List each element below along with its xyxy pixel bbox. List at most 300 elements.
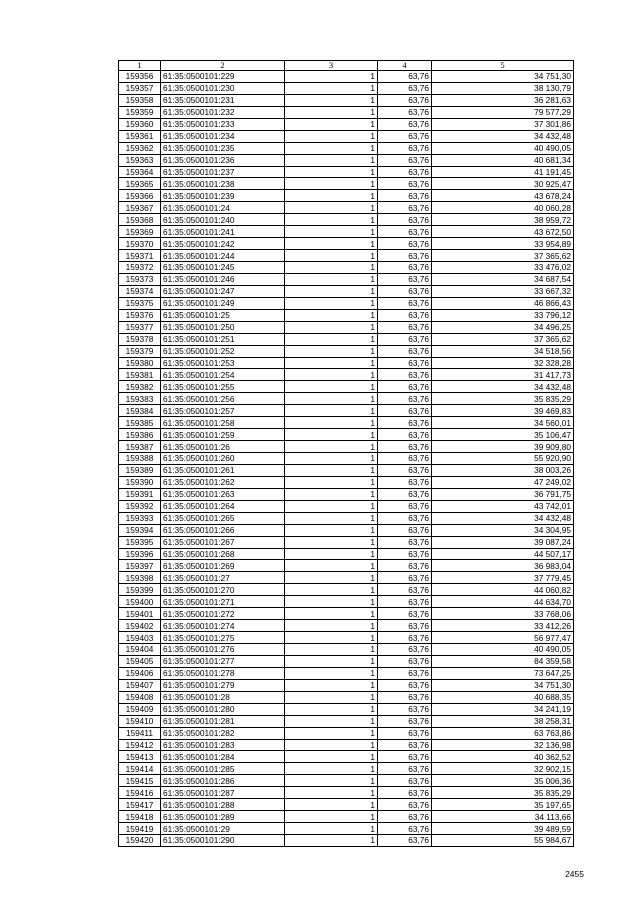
table-row xyxy=(119,775,574,787)
table-cell: 63,76 xyxy=(378,655,432,667)
table-cell: 159393 xyxy=(119,512,161,524)
table-cell: 1 xyxy=(285,71,378,83)
table-cell: 159403 xyxy=(119,632,161,644)
table-cell: 1 xyxy=(285,835,378,847)
table-cell: 63,76 xyxy=(378,763,432,775)
table-cell: 33 796,12 xyxy=(432,309,574,321)
table-cell: 159395 xyxy=(119,536,161,548)
table-cell: 61:35:0500101:268 xyxy=(161,548,285,560)
table-row xyxy=(119,703,574,715)
table-cell: 63,76 xyxy=(378,273,432,285)
table-cell: 39 909,80 xyxy=(432,441,574,453)
table-cell: 34 304,95 xyxy=(432,524,574,536)
column-header: 3 xyxy=(285,61,378,71)
table-cell: 40 681,34 xyxy=(432,154,574,166)
table-cell: 159382 xyxy=(119,381,161,393)
table-cell: 61:35:0500101:254 xyxy=(161,369,285,381)
table-row xyxy=(119,190,574,202)
header-row xyxy=(119,61,574,71)
table-cell: 1 xyxy=(285,190,378,202)
table-cell: 63,76 xyxy=(378,775,432,787)
table-cell: 35 006,36 xyxy=(432,775,574,787)
table-cell: 1 xyxy=(285,811,378,823)
table-cell: 159416 xyxy=(119,787,161,799)
table-cell: 63,76 xyxy=(378,285,432,297)
table-cell: 63,76 xyxy=(378,71,432,83)
table-cell: 63,76 xyxy=(378,476,432,488)
table-row xyxy=(119,835,574,847)
table-cell: 61:35:0500101:232 xyxy=(161,106,285,118)
table-cell: 159368 xyxy=(119,214,161,226)
table-cell: 61:35:0500101:262 xyxy=(161,476,285,488)
table-cell: 61:35:0500101:271 xyxy=(161,596,285,608)
table-cell: 63,76 xyxy=(378,297,432,309)
table-cell: 159415 xyxy=(119,775,161,787)
table-cell: 63,76 xyxy=(378,799,432,811)
table-cell: 34 687,54 xyxy=(432,273,574,285)
table-cell: 1 xyxy=(285,739,378,751)
table-cell: 44 060,82 xyxy=(432,584,574,596)
table-cell: 63,76 xyxy=(378,727,432,739)
table-cell: 1 xyxy=(285,118,378,130)
table-cell: 61:35:0500101:274 xyxy=(161,620,285,632)
table-row xyxy=(119,572,574,584)
table-cell: 43 742,01 xyxy=(432,500,574,512)
table-cell: 61:35:0500101:286 xyxy=(161,775,285,787)
table-cell: 61:35:0500101:259 xyxy=(161,429,285,441)
table-cell: 61:35:0500101:279 xyxy=(161,679,285,691)
table-cell: 63,76 xyxy=(378,417,432,429)
table-cell: 61:35:0500101:229 xyxy=(161,71,285,83)
table-row xyxy=(119,500,574,512)
table-row xyxy=(119,166,574,178)
table-cell: 1 xyxy=(285,309,378,321)
table-cell: 61:35:0500101:257 xyxy=(161,405,285,417)
table-cell: 61:35:0500101:255 xyxy=(161,381,285,393)
table-row xyxy=(119,297,574,309)
table-cell: 61:35:0500101:265 xyxy=(161,512,285,524)
table-cell: 159394 xyxy=(119,524,161,536)
table-cell: 32 136,98 xyxy=(432,739,574,751)
table-cell: 63,76 xyxy=(378,524,432,536)
table-cell: 35 106,47 xyxy=(432,429,574,441)
table-row xyxy=(119,524,574,536)
table-cell: 61:35:0500101:281 xyxy=(161,715,285,727)
table-cell: 1 xyxy=(285,321,378,333)
table-cell: 61:35:0500101:246 xyxy=(161,273,285,285)
table-cell: 1 xyxy=(285,106,378,118)
table-cell: 159391 xyxy=(119,488,161,500)
table-cell: 63,76 xyxy=(378,357,432,369)
table-cell: 1 xyxy=(285,214,378,226)
table-cell: 1 xyxy=(285,799,378,811)
table-cell: 159404 xyxy=(119,644,161,656)
table-cell: 61:35:0500101:240 xyxy=(161,214,285,226)
table-cell: 61:35:0500101:280 xyxy=(161,703,285,715)
table-cell: 1 xyxy=(285,285,378,297)
table-cell: 63,76 xyxy=(378,667,432,679)
table-cell: 61:35:0500101:247 xyxy=(161,285,285,297)
table-cell: 1 xyxy=(285,130,378,142)
table-cell: 63,76 xyxy=(378,584,432,596)
table-cell: 61:35:0500101:261 xyxy=(161,464,285,476)
table-cell: 61:35:0500101:282 xyxy=(161,727,285,739)
table-cell: 1 xyxy=(285,691,378,703)
table-cell: 1 xyxy=(285,715,378,727)
table-cell: 63,76 xyxy=(378,560,432,572)
table-cell: 63,76 xyxy=(378,488,432,500)
table-cell: 33 768,06 xyxy=(432,608,574,620)
table-cell: 63,76 xyxy=(378,106,432,118)
table-cell: 1 xyxy=(285,142,378,154)
table-cell: 1 xyxy=(285,464,378,476)
table-cell: 63,76 xyxy=(378,202,432,214)
table-cell: 159414 xyxy=(119,763,161,775)
table-cell: 1 xyxy=(285,620,378,632)
table-cell: 63,76 xyxy=(378,739,432,751)
table-cell: 61:35:0500101:235 xyxy=(161,142,285,154)
table-row xyxy=(119,620,574,632)
table-cell: 1 xyxy=(285,333,378,345)
table-cell: 34 496,25 xyxy=(432,321,574,333)
table-cell: 40 490,05 xyxy=(432,142,574,154)
table-cell: 1 xyxy=(285,536,378,548)
table-cell: 159377 xyxy=(119,321,161,333)
table-row xyxy=(119,632,574,644)
table-cell: 55 920,90 xyxy=(432,453,574,465)
table-row xyxy=(119,441,574,453)
table-body xyxy=(119,71,574,847)
table-cell: 34 113,66 xyxy=(432,811,574,823)
table-cell: 37 365,62 xyxy=(432,250,574,262)
table-cell: 34 518,56 xyxy=(432,345,574,357)
table-cell: 159402 xyxy=(119,620,161,632)
table-row xyxy=(119,512,574,524)
table-row xyxy=(119,811,574,823)
table-cell: 159369 xyxy=(119,226,161,238)
table-cell: 36 791,75 xyxy=(432,488,574,500)
table-cell: 61:35:0500101:242 xyxy=(161,238,285,250)
table-cell: 159420 xyxy=(119,835,161,847)
table-cell: 37 301,86 xyxy=(432,118,574,130)
table-cell: 159400 xyxy=(119,596,161,608)
table-cell: 1 xyxy=(285,644,378,656)
table-cell: 61:35:0500101:231 xyxy=(161,94,285,106)
table-cell: 63,76 xyxy=(378,369,432,381)
table-cell: 159363 xyxy=(119,154,161,166)
table-cell: 61:35:0500101:285 xyxy=(161,763,285,775)
table-cell: 159405 xyxy=(119,655,161,667)
table-cell: 61:35:0500101:252 xyxy=(161,345,285,357)
table-cell: 1 xyxy=(285,476,378,488)
table-cell: 63,76 xyxy=(378,214,432,226)
table-cell: 1 xyxy=(285,250,378,262)
table-cell: 1 xyxy=(285,154,378,166)
table-row xyxy=(119,644,574,656)
table-cell: 159362 xyxy=(119,142,161,154)
table-cell: 63,76 xyxy=(378,405,432,417)
table-cell: 1 xyxy=(285,560,378,572)
table-cell: 61:35:0500101:239 xyxy=(161,190,285,202)
table-cell: 61:35:0500101:253 xyxy=(161,357,285,369)
table-cell: 1 xyxy=(285,297,378,309)
table-cell: 159357 xyxy=(119,82,161,94)
table-cell: 61:35:0500101:275 xyxy=(161,632,285,644)
page-number: 2455 xyxy=(565,869,584,879)
table-cell: 1 xyxy=(285,787,378,799)
table-cell: 63,76 xyxy=(378,608,432,620)
table-cell: 61:35:0500101:26 xyxy=(161,441,285,453)
table-row xyxy=(119,691,574,703)
table-cell: 159390 xyxy=(119,476,161,488)
table-row xyxy=(119,751,574,763)
table-cell: 63,76 xyxy=(378,226,432,238)
table-row xyxy=(119,345,574,357)
table-cell: 1 xyxy=(285,273,378,285)
table-row xyxy=(119,285,574,297)
table-row xyxy=(119,596,574,608)
table-cell: 63,76 xyxy=(378,345,432,357)
table-row xyxy=(119,417,574,429)
table-cell: 44 507,17 xyxy=(432,548,574,560)
table-cell: 159386 xyxy=(119,429,161,441)
table-cell: 159384 xyxy=(119,405,161,417)
table-cell: 63,76 xyxy=(378,811,432,823)
table-cell: 1 xyxy=(285,679,378,691)
table-cell: 36 983,04 xyxy=(432,560,574,572)
table-cell: 1 xyxy=(285,429,378,441)
table-row xyxy=(119,250,574,262)
table-row xyxy=(119,381,574,393)
table-row xyxy=(119,823,574,835)
table-cell: 61:35:0500101:249 xyxy=(161,297,285,309)
table-cell: 1 xyxy=(285,417,378,429)
table-cell: 159364 xyxy=(119,166,161,178)
table-cell: 63,76 xyxy=(378,429,432,441)
column-header: 5 xyxy=(432,61,574,71)
table-cell: 61:35:0500101:272 xyxy=(161,608,285,620)
table-cell: 1 xyxy=(285,82,378,94)
table-cell: 61:35:0500101:238 xyxy=(161,178,285,190)
table-cell: 61:35:0500101:278 xyxy=(161,667,285,679)
table-cell: 1 xyxy=(285,202,378,214)
table-cell: 1 xyxy=(285,751,378,763)
table-cell: 34 560,01 xyxy=(432,417,574,429)
table-cell: 61:35:0500101:244 xyxy=(161,250,285,262)
table-row xyxy=(119,679,574,691)
table-row xyxy=(119,214,574,226)
table-cell: 37 365,62 xyxy=(432,333,574,345)
table-row xyxy=(119,536,574,548)
table-cell: 34 432,48 xyxy=(432,130,574,142)
table-cell: 63,76 xyxy=(378,751,432,763)
table-cell: 61:35:0500101:230 xyxy=(161,82,285,94)
table-row xyxy=(119,548,574,560)
table-cell: 32 902,15 xyxy=(432,763,574,775)
column-header: 2 xyxy=(161,61,285,71)
table-cell: 159413 xyxy=(119,751,161,763)
table-cell: 1 xyxy=(285,178,378,190)
table-cell: 35 835,29 xyxy=(432,393,574,405)
table-cell: 159376 xyxy=(119,309,161,321)
table-row xyxy=(119,154,574,166)
table-cell: 159407 xyxy=(119,679,161,691)
table-cell: 32 328,28 xyxy=(432,357,574,369)
table-cell: 1 xyxy=(285,727,378,739)
table-cell: 1 xyxy=(285,453,378,465)
table-cell: 159406 xyxy=(119,667,161,679)
table-row xyxy=(119,464,574,476)
table-cell: 1 xyxy=(285,166,378,178)
table-row xyxy=(119,238,574,250)
table-cell: 63,76 xyxy=(378,381,432,393)
table-cell: 61:35:0500101:266 xyxy=(161,524,285,536)
table-cell: 1 xyxy=(285,632,378,644)
table-cell: 1 xyxy=(285,667,378,679)
table-cell: 159385 xyxy=(119,417,161,429)
table-cell: 61:35:0500101:233 xyxy=(161,118,285,130)
table-cell: 159387 xyxy=(119,441,161,453)
table-cell: 63,76 xyxy=(378,154,432,166)
table-cell: 159378 xyxy=(119,333,161,345)
table-cell: 40 362,52 xyxy=(432,751,574,763)
table-cell: 63,76 xyxy=(378,441,432,453)
table-row xyxy=(119,333,574,345)
table-cell: 159388 xyxy=(119,453,161,465)
table-cell: 39 469,83 xyxy=(432,405,574,417)
table-row xyxy=(119,202,574,214)
table-row xyxy=(119,763,574,775)
table-cell: 34 432,48 xyxy=(432,512,574,524)
table-cell: 56 977,47 xyxy=(432,632,574,644)
table-cell: 159370 xyxy=(119,238,161,250)
table-cell: 41 191,45 xyxy=(432,166,574,178)
column-header: 4 xyxy=(378,61,432,71)
table-cell: 61:35:0500101:267 xyxy=(161,536,285,548)
table-cell: 61:35:0500101:251 xyxy=(161,333,285,345)
table-cell: 1 xyxy=(285,238,378,250)
table-row xyxy=(119,727,574,739)
table-cell: 63,76 xyxy=(378,142,432,154)
table-row xyxy=(119,118,574,130)
table-cell: 63,76 xyxy=(378,130,432,142)
table-cell: 34 241,19 xyxy=(432,703,574,715)
table-cell: 35 197,65 xyxy=(432,799,574,811)
table-cell: 159411 xyxy=(119,727,161,739)
table-cell: 63,76 xyxy=(378,572,432,584)
table-cell: 1 xyxy=(285,775,378,787)
table-cell: 33 954,89 xyxy=(432,238,574,250)
table-cell: 159372 xyxy=(119,262,161,274)
table-cell: 61:35:0500101:288 xyxy=(161,799,285,811)
table-row xyxy=(119,655,574,667)
table-cell: 63,76 xyxy=(378,333,432,345)
table-cell: 159379 xyxy=(119,345,161,357)
table-cell: 61:35:0500101:283 xyxy=(161,739,285,751)
table-cell: 34 432,48 xyxy=(432,381,574,393)
table-row xyxy=(119,787,574,799)
table-cell: 79 577,29 xyxy=(432,106,574,118)
table-cell: 47 249,02 xyxy=(432,476,574,488)
table-row xyxy=(119,273,574,285)
table-cell: 159361 xyxy=(119,130,161,142)
table-cell: 63,76 xyxy=(378,166,432,178)
table-cell: 63,76 xyxy=(378,464,432,476)
table-cell: 159409 xyxy=(119,703,161,715)
table-row xyxy=(119,262,574,274)
table-cell: 39 489,59 xyxy=(432,823,574,835)
table-cell: 159412 xyxy=(119,739,161,751)
table-cell: 159419 xyxy=(119,823,161,835)
table-row xyxy=(119,130,574,142)
table-cell: 61:35:0500101:236 xyxy=(161,154,285,166)
table-cell: 38 130,79 xyxy=(432,82,574,94)
table-cell: 63 763,86 xyxy=(432,727,574,739)
table-cell: 63,76 xyxy=(378,835,432,847)
table-cell: 159418 xyxy=(119,811,161,823)
table-cell: 55 984,67 xyxy=(432,835,574,847)
table-cell: 61:35:0500101:241 xyxy=(161,226,285,238)
table-cell: 61:35:0500101:29 xyxy=(161,823,285,835)
table-cell: 159380 xyxy=(119,357,161,369)
table-cell: 63,76 xyxy=(378,309,432,321)
table-cell: 1 xyxy=(285,548,378,560)
table-row xyxy=(119,106,574,118)
table-cell: 38 258,31 xyxy=(432,715,574,727)
table-cell: 159408 xyxy=(119,691,161,703)
table-cell: 63,76 xyxy=(378,715,432,727)
table-cell: 63,76 xyxy=(378,679,432,691)
table-cell: 159365 xyxy=(119,178,161,190)
table-cell: 159358 xyxy=(119,94,161,106)
table-cell: 37 779,45 xyxy=(432,572,574,584)
table-cell: 36 281,63 xyxy=(432,94,574,106)
table-cell: 1 xyxy=(285,608,378,620)
table-cell: 33 412,26 xyxy=(432,620,574,632)
table-row xyxy=(119,405,574,417)
table-cell: 61:35:0500101:25 xyxy=(161,309,285,321)
table-cell: 63,76 xyxy=(378,512,432,524)
table-row xyxy=(119,321,574,333)
table-row xyxy=(119,667,574,679)
table-cell: 61:35:0500101:24 xyxy=(161,202,285,214)
table-row xyxy=(119,739,574,751)
table-cell: 1 xyxy=(285,262,378,274)
table-cell: 159366 xyxy=(119,190,161,202)
table-row xyxy=(119,608,574,620)
table-cell: 61:35:0500101:258 xyxy=(161,417,285,429)
table-cell: 159396 xyxy=(119,548,161,560)
table-cell: 159417 xyxy=(119,799,161,811)
table-cell: 159397 xyxy=(119,560,161,572)
table-cell: 1 xyxy=(285,655,378,667)
table-cell: 63,76 xyxy=(378,118,432,130)
table-cell: 159381 xyxy=(119,369,161,381)
table-cell: 61:35:0500101:277 xyxy=(161,655,285,667)
table-cell: 46 866,43 xyxy=(432,297,574,309)
table-cell: 63,76 xyxy=(378,250,432,262)
table-row xyxy=(119,369,574,381)
table-cell: 63,76 xyxy=(378,190,432,202)
table-cell: 31 417,73 xyxy=(432,369,574,381)
table-cell: 1 xyxy=(285,357,378,369)
table-cell: 63,76 xyxy=(378,238,432,250)
table-cell: 40 490,05 xyxy=(432,644,574,656)
table-row xyxy=(119,357,574,369)
table-row xyxy=(119,309,574,321)
table-cell: 159401 xyxy=(119,608,161,620)
table-row xyxy=(119,82,574,94)
